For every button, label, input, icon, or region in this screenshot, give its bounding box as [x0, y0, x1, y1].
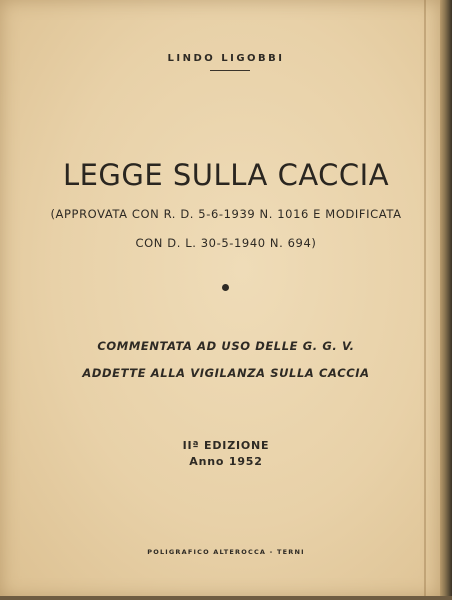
- printer-name: POLIGRAFICO ALTEROCCA - TERNI: [147, 548, 305, 556]
- author-name: LINDO LIGOBBI: [167, 53, 285, 64]
- cover-fold-line: [424, 0, 426, 598]
- edition-label: IIª EDIZIONE: [182, 439, 270, 452]
- publication-year: Anno 1952: [189, 455, 263, 468]
- subtitle-line-2: CON D. L. 30-5-1940 N. 694): [135, 236, 317, 250]
- ornament-dot: [222, 284, 229, 291]
- page-edge-right: [440, 0, 452, 600]
- commentary-line-2: ADDETTE ALLA VIGILANZA SULLA CACCIA: [82, 366, 370, 380]
- book-title: LEGGE SULLA CACCIA: [62, 158, 390, 192]
- author-underline: [210, 70, 250, 71]
- subtitle-line-1: (APPROVATA CON R. D. 5-6-1939 N. 1016 E MODIFICATA: [50, 207, 402, 221]
- commentary-line-1: COMMENTATA AD USO DELLE G. G. V.: [97, 339, 355, 353]
- page-edge-bottom: [0, 596, 452, 600]
